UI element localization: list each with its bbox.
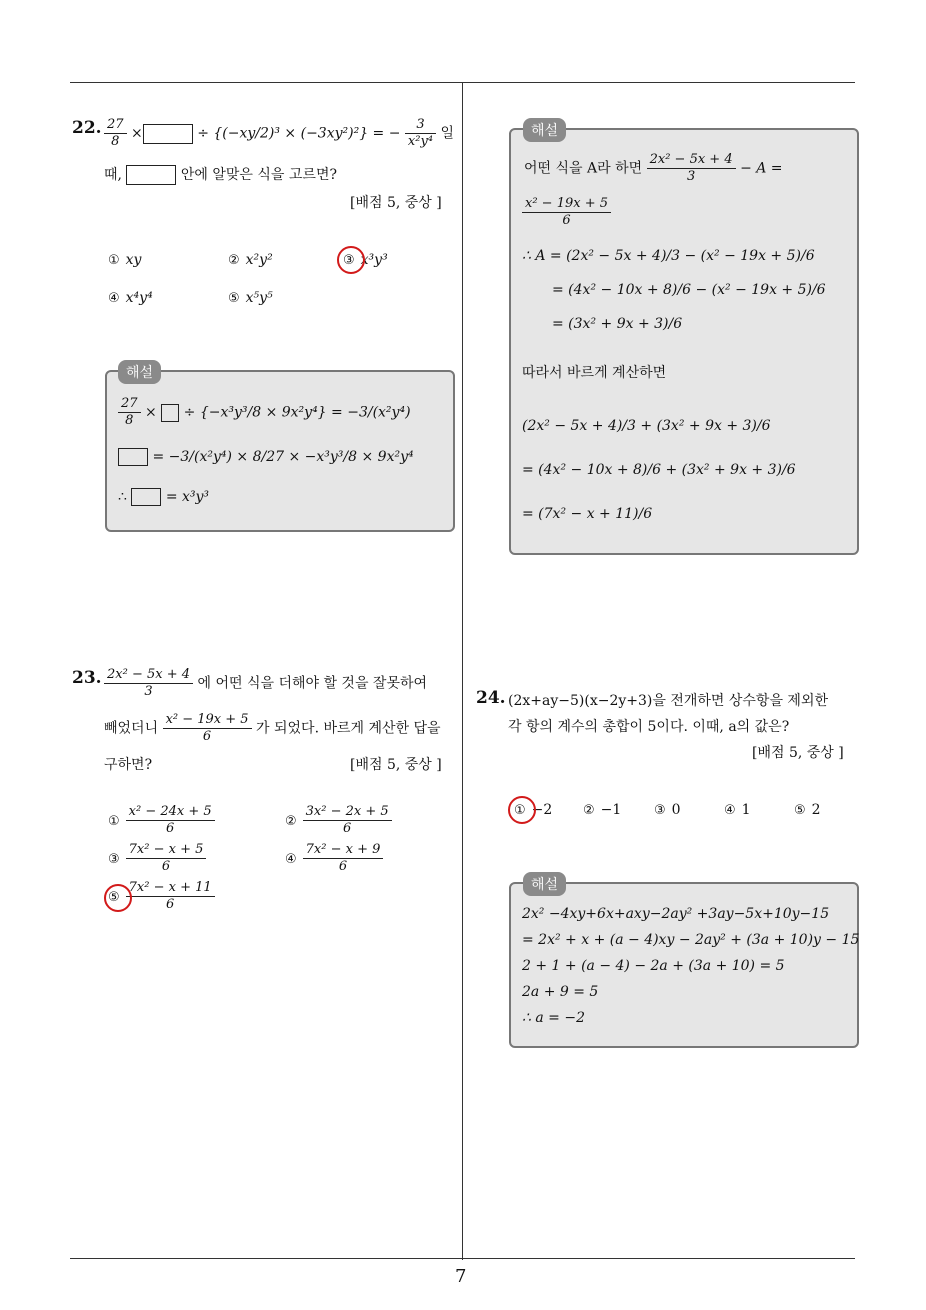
q22-solution-line3: ∴ = x³y³ [118,489,210,505]
q22-solution-tag: 해설 [118,360,161,384]
question-23-score: [배점 5, 중상 ] [350,757,442,773]
question-22-number: 22. [72,118,102,138]
column-divider [462,83,463,1260]
q23-solution-line3: ∴ A = (2x² − 5x + 4)/3 − (x² − 19x + 5)/6 [522,248,815,264]
q22-answer-blank [143,124,193,144]
q23-solution-line9: = (7x² − x + 11)/6 [522,506,653,522]
q23-answer-mark [104,884,132,912]
question-23-line2: 빼었더니 $\frac{\text{x² − 19x + 5}}{6}$ 가 되었다. 바르게 계산한 답을 [104,712,441,744]
q24-solution-line4: 2a + 9 = 5 [522,984,599,1000]
question-24-line2: 각 항의 계수의 총합이 5이다. 이때, a의 값은? [508,719,790,735]
q24-solution-line2: = 2x² + x + (a − 4)xy − 2ay² + (3a + 10)y − 15 [522,932,860,948]
q23-solution-line5: = (3x² + 9x + 3)/6 [552,316,683,332]
page-number: 7 [455,1266,467,1287]
q22-rhs-fraction: $\frac{3}{\text{x²y⁴}}$ [405,117,436,150]
q23-solution-tag: 해설 [523,118,566,142]
question-22-equation: $\frac{27}{8}$ × ÷ {(−xy/2)³ × (−3xy²)²} = − $\frac{3}{\text{x²y⁴}}$ 일 [104,117,454,150]
q22-answer-mark [337,246,365,274]
q22-fraction-27-8: $\frac{27}{8}$ [104,117,127,150]
question-22-line2: 때, 안에 알맞은 식을 고르면? [104,167,337,183]
q24-option-4[interactable]: ④ 1 [724,802,751,818]
question-22-score: [배점 5, 중상 ] [350,195,442,211]
question-23-line1: $\frac{\text{2x² − 5x + 4}}{3}$ 에 어떤 식을 더해야 할 것을 잘못하여 [104,667,427,700]
question-23-line3: 구하면? [104,757,153,773]
q24-option-3[interactable]: ③ 0 [654,802,681,818]
question-24-line1: (2x+ay−5)(x−2y+3)을 전개하면 상수항을 제외한 [508,693,828,709]
q22-option-4[interactable]: ④ x⁴y⁴ [108,290,153,306]
bottom-rule [70,1258,855,1259]
q23-option-4[interactable]: ④ $\frac{\text{7x² − x + 9}}{6}$ [285,842,383,875]
q23-solution-line1: 어떤 식을 A라 하면 $\frac{\text{2x² − 5x + 4}}{3}$ − A = [524,152,783,184]
q24-solution-line5: ∴ a = −2 [522,1010,585,1026]
q23-option-2[interactable]: ② $\frac{\text{3x² − 2x + 5}}{6}$ [285,804,392,837]
q24-option-1[interactable]: ① −2 [514,802,553,818]
q24-solution-tag: 해설 [523,872,566,896]
q23-option-3[interactable]: ③ $\frac{\text{7x² − x + 5}}{6}$ [108,842,206,875]
q22-solution-line2: = −3/(x²y⁴) × 8/27 × −x³y³/8 × 9x²y⁴ [118,448,414,466]
q23-solution-line4: = (4x² − 10x + 8)/6 − (x² − 19x + 5)/6 [552,282,826,298]
question-23-number: 23. [72,668,102,688]
question-24-number: 24. [476,688,506,708]
q23-option-5[interactable]: ⑤ $\frac{\text{7x² − x + 11}}{6}$ [108,880,215,913]
q22-sol-blank-2 [118,448,148,466]
q22-sol-blank-3 [131,488,161,506]
q23-solution-line7: (2x² − 5x + 4)/3 + (3x² + 9x + 3)/6 [522,418,771,434]
q23-solution-box [509,128,859,555]
q23-option-1[interactable]: ① $\frac{\text{x² − 24x + 5}}{6}$ [108,804,215,837]
q24-solution-line1: 2x² −4xy+6x+axy−2ay² +3ay−5x+10y−15 [522,906,830,922]
q22-option-5[interactable]: ⑤ x⁵y⁵ [228,290,273,306]
q24-answer-mark [508,796,536,824]
q23-solution-line8: = (4x² − 10x + 8)/6 + (3x² + 9x + 3)/6 [522,462,796,478]
q22-option-1[interactable]: ① xy [108,252,142,268]
q22-option-3[interactable]: ③ x³y³ [343,252,388,268]
q24-solution-line3: 2 + 1 + (a − 4) − 2a + (3a + 10) = 5 [522,958,785,974]
q23-solution-line6: 따라서 바르게 계산하면 [522,365,667,381]
q22-sol-blank-1 [161,404,179,422]
q22-answer-blank-2 [126,165,176,185]
q23-solution-line2: $\frac{\text{x² − 19x + 5}}{6}$ [522,196,611,229]
q24-option-2[interactable]: ② −1 [583,802,622,818]
q22-option-2[interactable]: ② x²y² [228,252,273,268]
question-24-score: [배점 5, 중상 ] [752,745,844,761]
q22-solution-line1: $\frac{27}{8}$ × ÷ {−x³y³/8 × 9x²y⁴} = −3/(x²y⁴) [118,396,411,429]
q24-option-5[interactable]: ⑤ 2 [794,802,821,818]
